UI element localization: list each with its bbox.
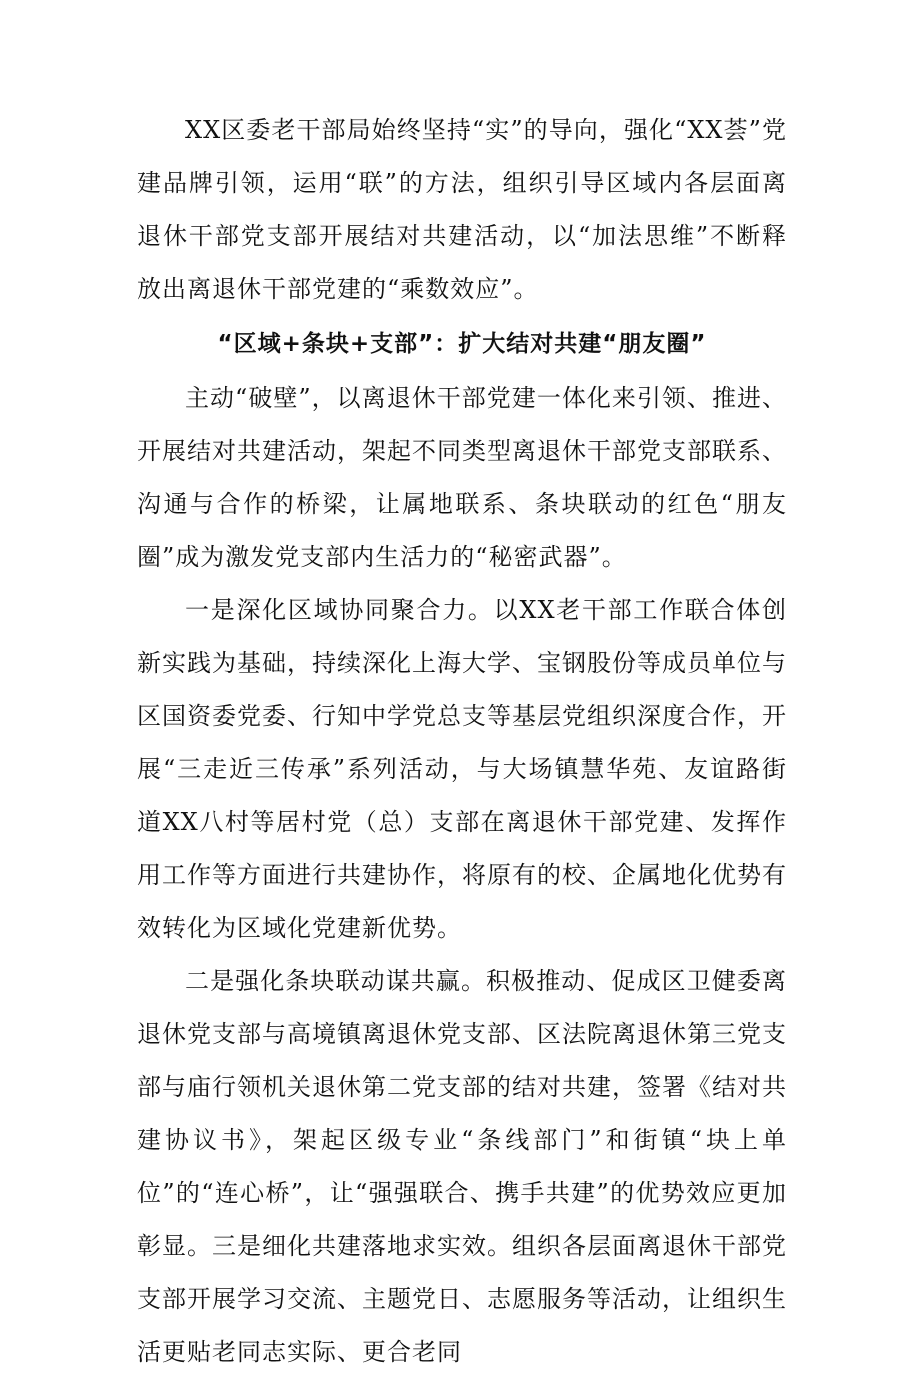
- body-paragraph-2: 主动“破壁”，以离退休干部党建一体化来引领、推进、开展结对共建活动，架起不同类型离退休干部党支部联系、沟通与合作的桥梁，让属地联系、条块联动的红色“朋友圈”成为激发党支部内生活力的“秘密武器”。: [137, 384, 787, 571]
- intro-paragraph: XX区委老干部局始终坚持“实”的导向，强化“XX荟”党建品牌引领，运用“联”的方法，组织引导区域内各层面离退休干部党支部开展结对共建活动，以“加法思维”不断释放出离退休干部党建的“乘数效应”。: [137, 116, 787, 303]
- body-paragraph-4: 二是强化条块联动谋共赢。积极推动、促成区卫健委离退休党支部与高境镇离退休党支部、区法院离退休第三党支部与庙行领机关退休第二党支部的结对共建，签署《结对共建协议书》，架起区级专业“条线部门”和街镇“块上单位”的“连心桥”，让“强强联合、携手共建”的优势效应更加彰显。三是细化共建落地求实效。组织各层面离退休干部党支部开展学习交流、主题党日、志愿服务等活动，让组织生活更贴老同志实际、更合老同: [137, 967, 787, 1366]
- body-paragraph-3: 一是深化区域协同聚合力。以XX老干部工作联合体创新实践为基础，持续深化上海大学、宝钢股份等成员单位与区国资委党委、行知中学党总支等基层党组织深度合作，开展“三走近三传承”系列活动，与大场镇慧华苑、友谊路街道XX八村等居村党（总）支部在离退休干部党建、发挥作用工作等方面进行共建协作，将原有的校、企属地化优势有效转化为区域化党建新优势。: [137, 596, 787, 942]
- section-heading: “区域+条块+支部”：扩大结对共建“朋友圈”: [217, 331, 707, 357]
- document-page: [137, 104, 787, 1379]
